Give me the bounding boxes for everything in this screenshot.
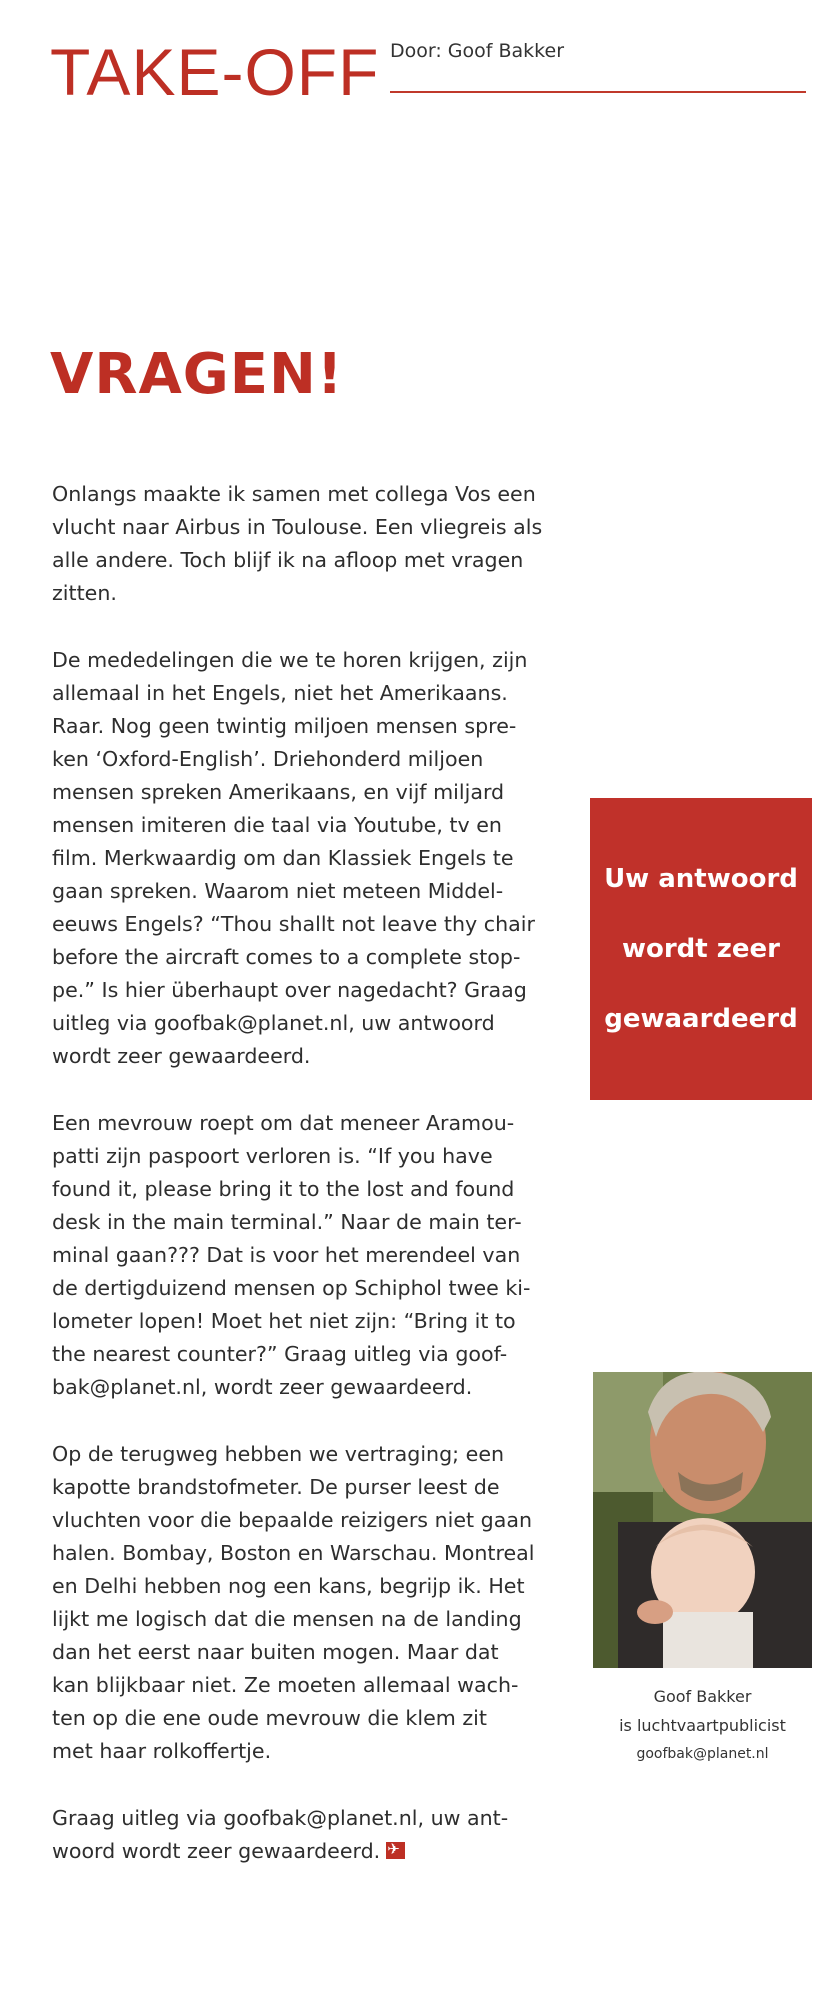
article-line: patti zijn paspoort verloren is. “If you have xyxy=(52,1144,493,1168)
author-name: Goof Bakker xyxy=(653,1687,752,1706)
article-line: Een mevrouw roept om dat meneer Aramou- xyxy=(52,1111,515,1135)
airplane-end-mark-icon xyxy=(386,1842,405,1859)
article-line: before the aircraft comes to a complete stop- xyxy=(52,945,521,969)
article-line: film. Merkwaardig om dan Klassiek Engels te xyxy=(52,846,514,870)
author-photo xyxy=(593,1372,812,1668)
article-line: mensen spreken Amerikaans, en vijf miljard xyxy=(52,780,505,804)
article-line: woord wordt zeer gewaardeerd.✈ xyxy=(52,1835,550,1868)
article-line: De mededelingen die we te horen krijgen, zijn xyxy=(52,648,528,672)
article-paragraph xyxy=(52,1802,550,1868)
pull-quote-text: Uw antwoord wordt zeer gewaardeerd xyxy=(604,864,798,1034)
article-line: lijkt me logisch dat die mensen na de landing xyxy=(52,1607,522,1631)
author-email: goofbak@planet.nl xyxy=(636,1746,769,1762)
article-paragraph xyxy=(52,478,550,610)
article-line: Op de terugweg hebben we vertraging; een xyxy=(52,1442,505,1466)
author-photo-illustration xyxy=(593,1372,812,1668)
article-line: eeuws Engels? “Thou shallt not leave thy chair xyxy=(52,912,535,936)
article-line: allemaal in het Engels, niet het Amerikaans. xyxy=(52,681,508,705)
article-line: vluchten voor die bepaalde reizigers niet gaan xyxy=(52,1508,533,1532)
article-headline: VRAGEN! xyxy=(50,342,344,407)
byline: Door: Goof Bakker xyxy=(390,40,565,62)
article-line: mensen imiteren die taal via Youtube, tv en xyxy=(52,813,502,837)
article-line: alle andere. Toch blijf ik na afloop met vragen xyxy=(52,548,524,572)
article-line: Onlangs maakte ik samen met collega Vos een xyxy=(52,482,536,506)
article-paragraph xyxy=(52,1107,550,1404)
article-line: wordt zeer gewaardeerd. xyxy=(52,1044,311,1068)
article-body xyxy=(52,478,550,1902)
article-line: found it, please bring it to the lost and found xyxy=(52,1177,515,1201)
author-role: is luchtvaartpublicist xyxy=(619,1716,786,1735)
article-line: en Delhi hebben nog een kans, begrijp ik. Het xyxy=(52,1574,525,1598)
article-line: pe.” Is hier überhaupt over nagedacht? Graag xyxy=(52,978,527,1002)
article-line: de dertigduizend mensen op Schiphol twee ki- xyxy=(52,1276,531,1300)
byline-divider xyxy=(390,91,806,93)
article-paragraph xyxy=(52,644,550,1073)
article-line: halen. Bombay, Boston en Warschau. Montreal xyxy=(52,1541,535,1565)
article-line: uitleg via goofbak@planet.nl, uw antwoord xyxy=(52,1011,495,1035)
article-line: dan het eerst naar buiten mogen. Maar dat xyxy=(52,1640,499,1664)
author-caption xyxy=(593,1682,812,1769)
article-line: met haar rolkoffertje. xyxy=(52,1739,272,1763)
article-line: ten op die ene oude mevrouw die klem zit xyxy=(52,1706,487,1730)
article-line: Graag uitleg via goofbak@planet.nl, uw ant- xyxy=(52,1806,509,1830)
article-line: lometer lopen! Moet het niet zijn: “Bring it to xyxy=(52,1309,516,1333)
article-line: bak@planet.nl, wordt zeer gewaardeerd. xyxy=(52,1375,473,1399)
pull-quote-box xyxy=(590,798,812,1100)
article-line: Raar. Nog geen twintig miljoen mensen spre- xyxy=(52,714,517,738)
article-line: the nearest counter?” Graag uitleg via goof- xyxy=(52,1342,508,1366)
section-title: TAKE-OFF xyxy=(50,35,380,109)
article-paragraph xyxy=(52,1438,550,1768)
article-line: desk in the main terminal.” Naar de main ter- xyxy=(52,1210,522,1234)
article-line: gaan spreken. Waarom niet meteen Middel- xyxy=(52,879,504,903)
article-line: kan blijkbaar niet. Ze moeten allemaal wach- xyxy=(52,1673,519,1697)
article-line: minal gaan??? Dat is voor het merendeel van xyxy=(52,1243,521,1267)
article-line: kapotte brandstofmeter. De purser leest de xyxy=(52,1475,500,1499)
article-line: zitten. xyxy=(52,581,117,605)
article-line: ken ‘Oxford-English’. Driehonderd miljoen xyxy=(52,747,484,771)
article-line: vlucht naar Airbus in Toulouse. Een vliegreis als xyxy=(52,515,543,539)
